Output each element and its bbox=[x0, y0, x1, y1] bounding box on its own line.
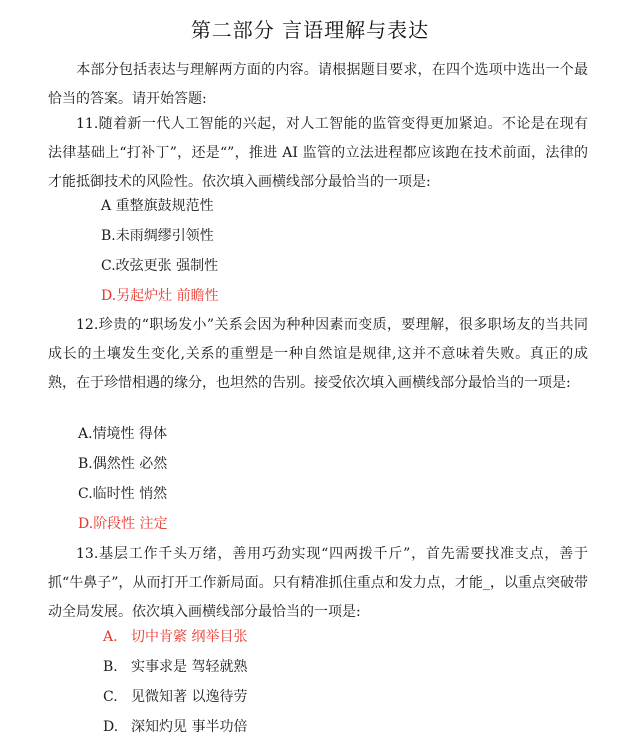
question-13-text: 13.基层工作千头万绪，善用巧劲实现“四两拨千斤”，首先需要找准支点，善于抓“牛鼻子”，从而打开工作新局面。只有精准抓住重点和发力点，才能_，以重点突破带动全局发展。依次填入画横线部分最恰当的一项是: bbox=[48, 546, 588, 620]
question-13-option-a-answer: A. 切中肯綮 纲举目张 bbox=[103, 629, 248, 645]
question-12-option-d-answer: D.阶段性 注定 bbox=[78, 516, 168, 532]
question-13-stem bbox=[48, 540, 588, 627]
intro-paragraph bbox=[48, 56, 588, 114]
question-11-option-d-answer: D.另起炉灶 前瞻性 bbox=[101, 288, 219, 304]
question-12-stem bbox=[48, 311, 588, 398]
question-13-option-b: B. 实事求是 驾轻就熟 bbox=[103, 659, 248, 675]
question-13-option-d: D. 深知灼见 事半功倍 bbox=[103, 719, 248, 735]
question-12-text: 12.珍贵的“职场发小”关系会因为种种因素而变质，要理解，很多职场友的当共同成长的土壤发生变化,关系的重塑是一种自然谊是规律,这并不意味着失败。真正的成熟，在于珍惜相遇的缘分，也坦然的告别。接受依次填入画横线部分最恰当的一项是: bbox=[48, 317, 588, 391]
question-11-option-c: C.改弦更张 强制性 bbox=[101, 258, 219, 274]
question-11-stem bbox=[48, 110, 588, 197]
intro-text: 本部分包括表达与理解两方面的内容。请根据题目要求，在四个选项中选出一个最恰当的答案。请开始答题: bbox=[48, 62, 588, 107]
question-11-option-b: B.未雨绸缪引领性 bbox=[101, 228, 214, 244]
question-11-text: 11.随着新一代人工智能的兴起，对人工智能的监管变得更加紧迫。不论是在现有法律基础上“打补丁”，还是“”，推进 AI 监管的立法进程都应该跑在技术前面，法律的才能抵御技术的风险性。依次填入画横线部分最恰当的一项是: bbox=[48, 116, 588, 190]
section-title: 第二部分 言语理解与表达 bbox=[190, 18, 430, 42]
question-11-option-a: A 重整旗鼓规范性 bbox=[101, 198, 214, 214]
question-12-option-b: B.偶然性 必然 bbox=[78, 456, 168, 472]
question-12-option-a: A.情境性 得体 bbox=[78, 426, 168, 442]
question-13-option-c: C. 见微知著 以逸待劳 bbox=[103, 689, 248, 705]
question-12-option-c: C.临时性 悄然 bbox=[78, 486, 168, 502]
